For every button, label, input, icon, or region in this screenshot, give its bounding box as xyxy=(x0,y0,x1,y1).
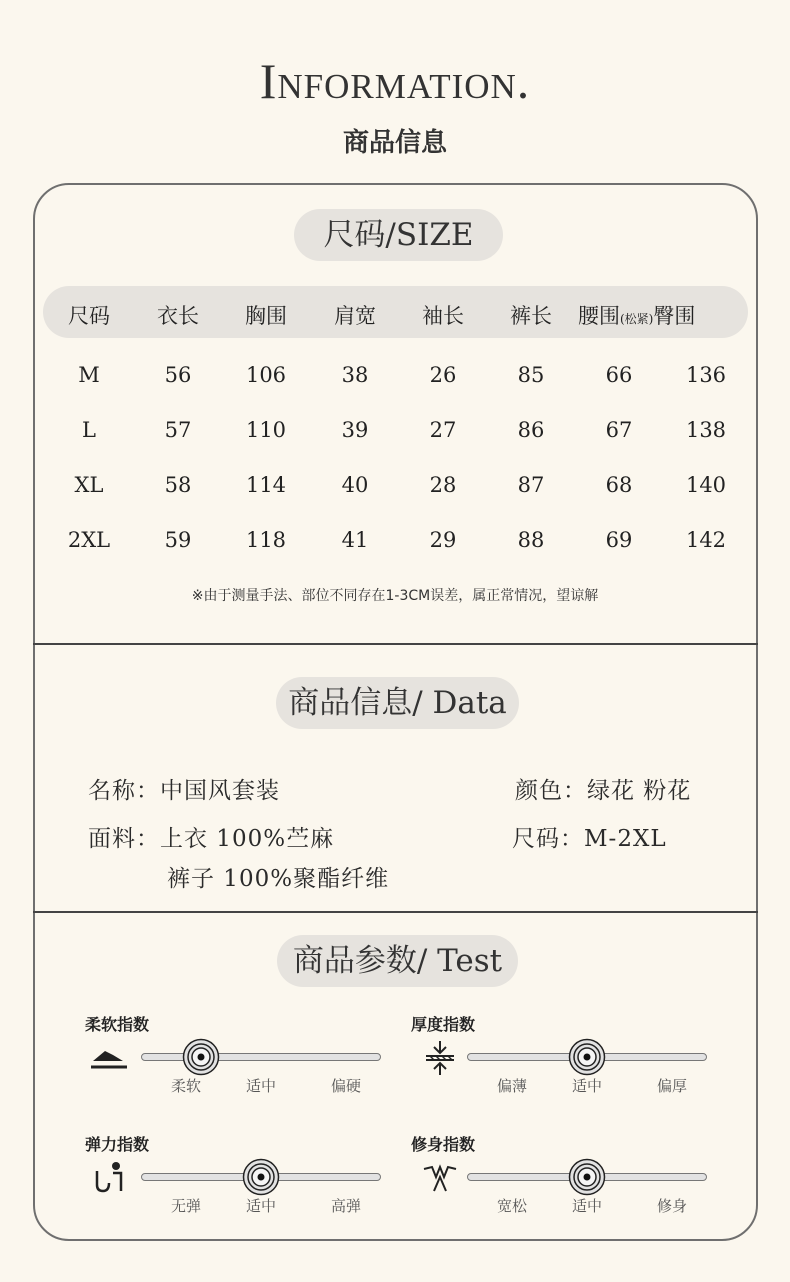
col-header: 臀围 xyxy=(653,304,696,328)
section-divider xyxy=(33,911,758,913)
size-cell: 87 xyxy=(517,473,545,497)
section-divider xyxy=(33,643,758,645)
col-header: 衣长 xyxy=(157,304,199,328)
size-cell: 38 xyxy=(341,363,369,387)
param-scale-label: 宽松 xyxy=(496,1197,527,1215)
param-scale-label: 高弹 xyxy=(330,1197,361,1215)
param-title: 柔软指数 xyxy=(85,1015,150,1034)
size-cell: 106 xyxy=(245,363,287,387)
param-title: 弹力指数 xyxy=(85,1135,150,1154)
size-cell: 59 xyxy=(164,528,192,552)
col-header: 腰围 xyxy=(578,304,620,328)
size-note: ※由于测量手法、部位不同存在1-3CM误差，属正常情况，望谅解 xyxy=(191,588,599,604)
param-scale-label: 无弹 xyxy=(170,1197,201,1215)
size-cell: 118 xyxy=(245,528,287,552)
size-cell: 41 xyxy=(341,528,369,552)
product-fabric: 面料：上衣 100%苎麻 xyxy=(88,826,335,852)
param-scale-label: 适中 xyxy=(571,1197,602,1215)
elasticity-icon xyxy=(87,1159,131,1197)
param-slider-track xyxy=(141,1053,381,1061)
product-color: 颜色：绿花 粉花 xyxy=(515,778,692,804)
product-fabric-2: 裤子 100%聚酯纤维 xyxy=(167,866,390,892)
size-cell: 136 xyxy=(685,363,727,387)
param-scale-label: 适中 xyxy=(571,1077,602,1095)
col-header: 袖长 xyxy=(422,304,464,328)
param-slider-knob xyxy=(242,1158,280,1196)
param-scale-label: 柔软 xyxy=(170,1077,201,1095)
size-cell: M xyxy=(78,363,100,387)
size-cell: 67 xyxy=(605,418,633,442)
size-cell: 39 xyxy=(341,418,369,442)
size-cell: 69 xyxy=(605,528,633,552)
fit-icon xyxy=(418,1159,462,1197)
param-scale-label: 偏薄 xyxy=(496,1077,527,1095)
size-cell: 85 xyxy=(517,363,545,387)
param-scale-label: 偏硬 xyxy=(330,1077,361,1095)
size-cell: 2XL xyxy=(67,528,111,552)
size-cell: 40 xyxy=(341,473,369,497)
param-slider-knob xyxy=(182,1038,220,1076)
size-cell: 29 xyxy=(429,528,457,552)
size-cell: 56 xyxy=(164,363,192,387)
size-cell: 66 xyxy=(605,363,633,387)
param-title: 厚度指数 xyxy=(411,1015,476,1034)
size-cell: 142 xyxy=(685,528,727,552)
size-cell: 88 xyxy=(517,528,545,552)
product-name: 名称：中国风套装 xyxy=(88,778,280,804)
param-title: 修身指数 xyxy=(411,1135,476,1154)
param-scale-label: 适中 xyxy=(245,1077,276,1095)
param-scale-label: 适中 xyxy=(245,1197,276,1215)
size-cell: 110 xyxy=(245,418,287,442)
size-cell: 27 xyxy=(429,418,457,442)
param-slider-knob xyxy=(568,1158,606,1196)
size-cell: 26 xyxy=(429,363,457,387)
size-cell: 114 xyxy=(245,473,287,497)
size-cell: L xyxy=(82,418,96,442)
param-slider-knob xyxy=(568,1038,606,1076)
col-header-note: (松紧) xyxy=(620,312,654,326)
size-cell: 57 xyxy=(164,418,192,442)
product-size: 尺码：M-2XL xyxy=(512,826,667,852)
size-cell: 28 xyxy=(429,473,457,497)
param-scale-label: 修身 xyxy=(656,1197,687,1215)
size-cell: 58 xyxy=(164,473,192,497)
col-header: 裤长 xyxy=(510,304,552,328)
col-header: 胸围 xyxy=(245,304,287,328)
thickness-icon xyxy=(418,1039,462,1077)
param-scale-label: 偏厚 xyxy=(656,1077,687,1095)
col-header: 肩宽 xyxy=(334,304,376,328)
page-title: Information. xyxy=(259,53,531,109)
size-cell: XL xyxy=(74,473,104,497)
size-cell: 86 xyxy=(517,418,545,442)
col-header-waist-hip xyxy=(578,300,738,330)
softness-icon xyxy=(87,1039,131,1077)
size-heading: 尺码/SIZE xyxy=(294,209,503,261)
size-cell: 140 xyxy=(685,473,727,497)
data-heading: 商品信息/ Data xyxy=(276,677,519,729)
page-subtitle: 商品信息 xyxy=(342,128,447,158)
size-cell: 68 xyxy=(605,473,633,497)
col-header: 尺码 xyxy=(68,304,110,328)
size-cell: 138 xyxy=(685,418,727,442)
test-heading: 商品参数/ Test xyxy=(277,935,518,987)
